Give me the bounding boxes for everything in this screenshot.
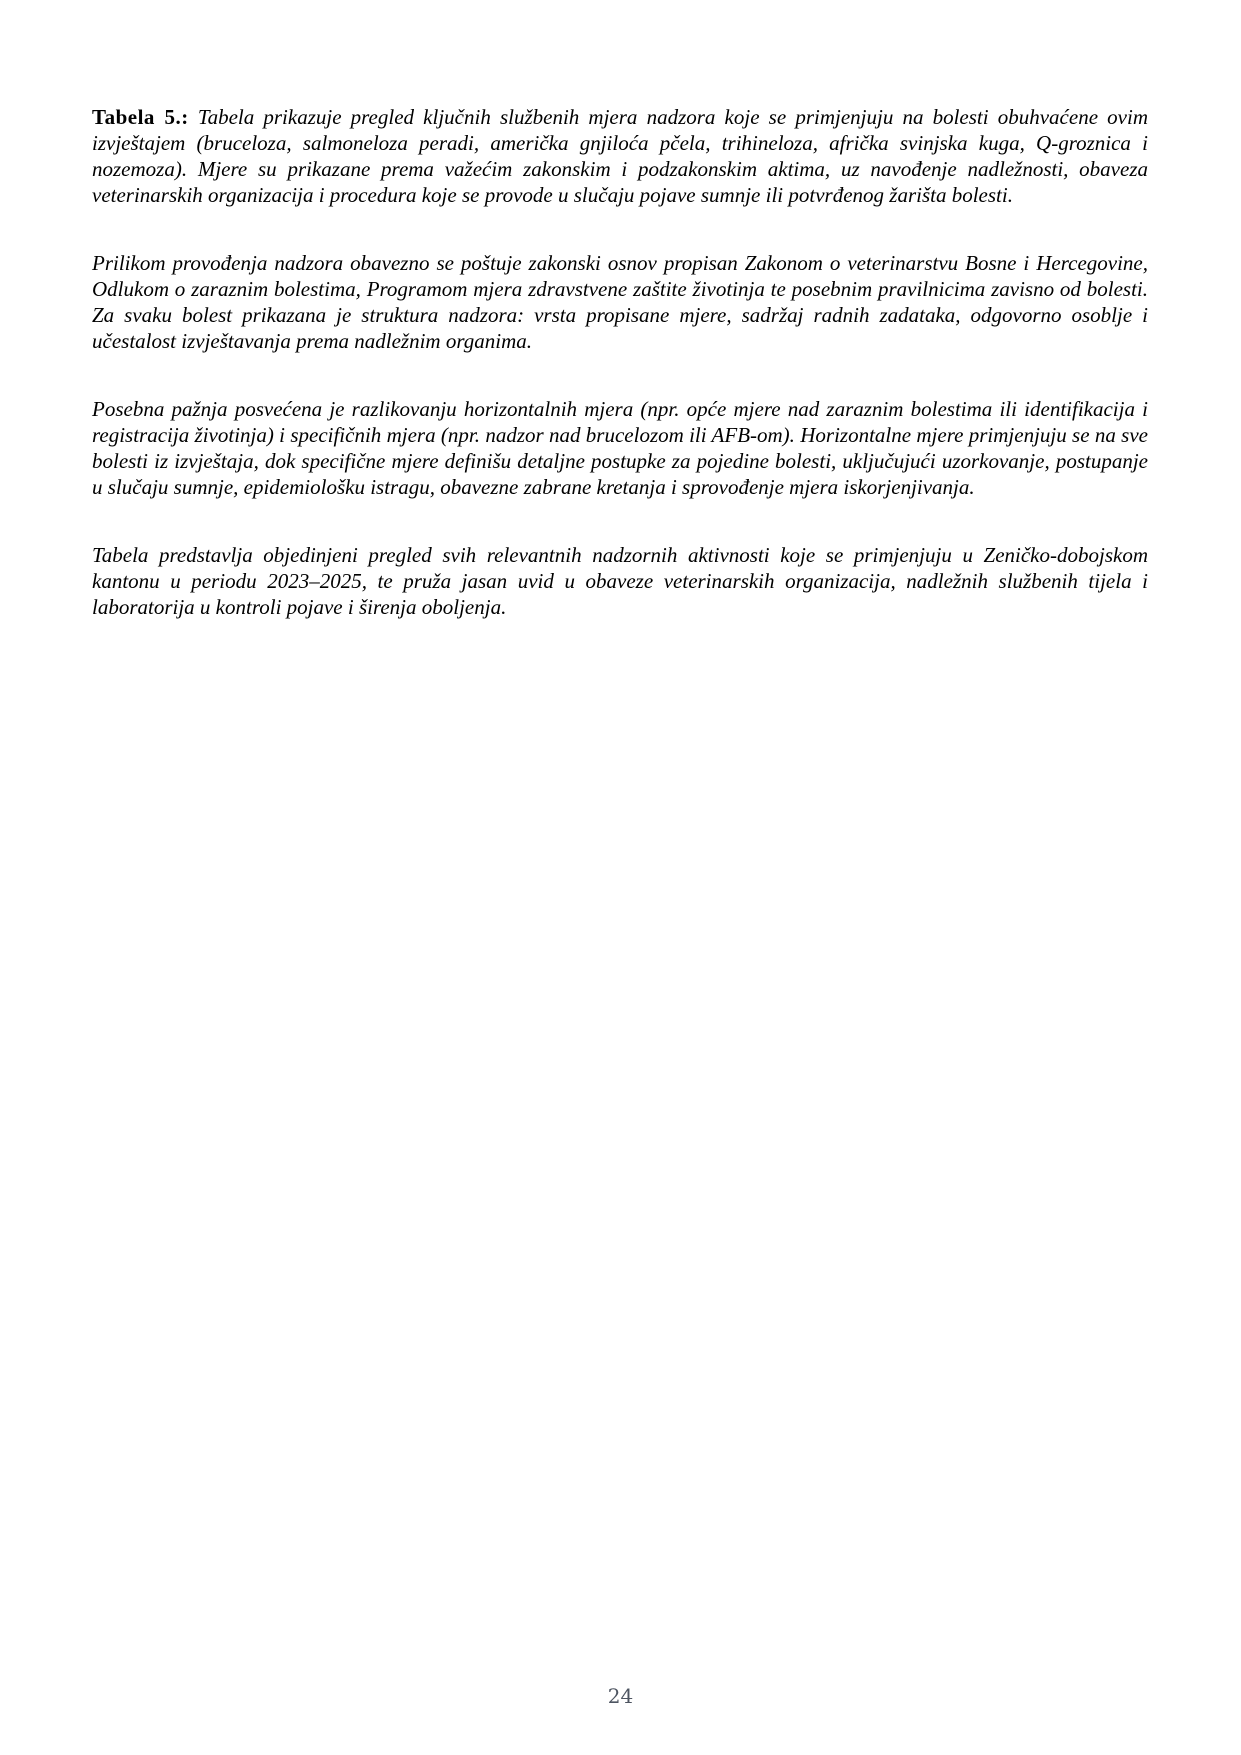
paragraph-summary: Tabela predstavlja objedinjeni pregled svih relevantnih nadzornih aktivnosti koje se primjenjuju u Zeničko-dobojskom kantonu u periodu 2023–2025, te pruža jasan uvid u obaveze veterinarskih organizacija, nadležnih službenih tijela i laboratorija u kontroli pojave i širenja oboljenja. <box>92 543 1148 619</box>
table-caption-paragraph <box>92 104 1148 208</box>
table-caption-label: Tabela 5.: <box>92 105 189 129</box>
paragraph-horizontal-vs-specific: Posebna pažnja posvećena je razlikovanju horizontalnih mjera (npr. opće mjere nad zaraznim bolestima ili identifikacija i registracija životinja) i specifičnih mjera (npr. nadzor nad brucelozom ili AFB-om). Horizontalne mjere primjenjuju se na sve bolesti iz izvještaja, dok specifične mjere definišu detaljne postupke za pojedine bolesti, uključujući uzorkovanje, postupanje u slučaju sumnje, epidemiološku istragu, obavezne zabrane kretanja i sprovođenje mjera iskorjenjivanja. <box>92 397 1148 499</box>
page-number: 24 <box>607 1684 634 1708</box>
table-caption-text: Tabela prikazuje pregled ključnih službenih mjera nadzora koje se primjenjuju na bolesti obuhvaćene ovim izvještajem (bruceloza, salmoneloza peradi, američka gnjiloća pčela, trihineloza, afrička svinjska kuga, Q-groznica i nozemoza). Mjere su prikazane prema važećim zakonskim i podzakonskim aktima, uz navođenje nadležnosti, obaveza veterinarskih organizacija i procedura koje se provode u slučaju pojave sumnje ili potvrđenog žarišta bolesti. <box>92 105 1148 207</box>
page-body-text <box>92 104 1148 662</box>
paragraph-legal-basis: Prilikom provođenja nadzora obavezno se poštuje zakonski osnov propisan Zakonom o veterinarstvu Bosne i Hercegovine, Odlukom o zaraznim bolestima, Programom mjera zdravstvene zaštite životinja te posebnim pravilnicima zavisno od bolesti. Za svaku bolest prikazana je struktura nadzora: vrsta propisane mjere, sadržaj radnih zadataka, odgovorno osoblje i učestalost izvještavanja prema nadležnim organima. <box>92 251 1148 353</box>
